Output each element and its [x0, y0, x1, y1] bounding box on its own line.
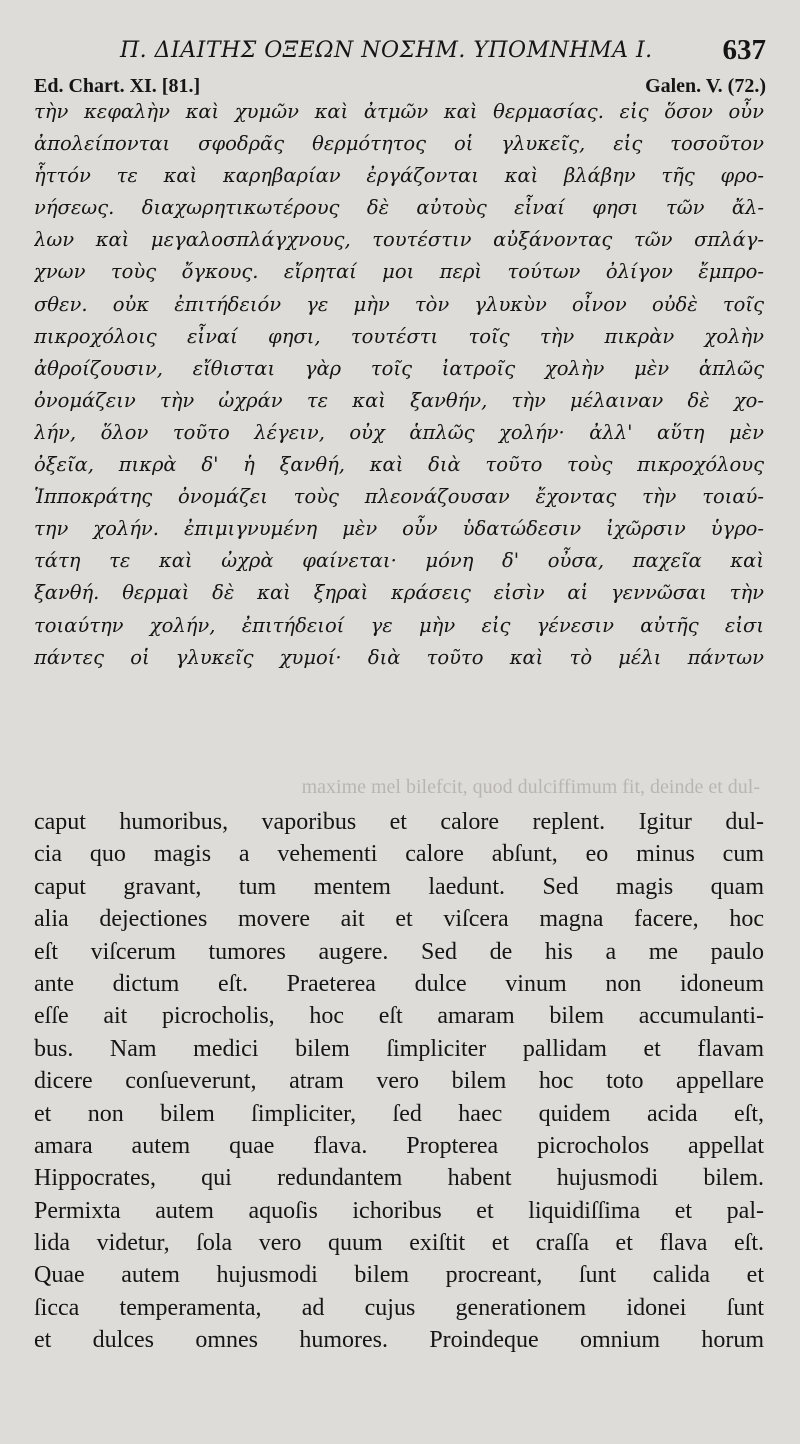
- greek-text-line: πάντες οἱ γλυκεῖς χυμοί· διὰ τοῦτο καὶ τὸ μέλι πάντων: [34, 645, 764, 669]
- greek-text-line: λήν, ὅλον τοῦτο λέγειν, οὐχ ἁπλῶς χολήν· ἀλλ' αὕτη μὲν: [34, 420, 764, 444]
- latin-text-line: Hippocrates, qui redundantem habent hujusmodi bilem.: [34, 1165, 764, 1192]
- greek-text-line: τάτη τε καὶ ὠχρὰ φαίνεται· μόνη δ' οὖσα, παχεῖα καὶ: [34, 549, 764, 573]
- greek-text-line: Ἱπποκράτης ὀνομάζει τοὺς πλεονάζουσαν ἔχοντας τὴν τοιαύ-: [34, 485, 764, 509]
- greek-text-line: ὀξεῖα, πικρὰ δ' ἡ ξανθή, καὶ διὰ τοῦτο τοὺς πικροχόλους: [34, 453, 764, 477]
- page-number: 637: [722, 34, 766, 66]
- greek-text-line: ἀθροίζουσιν, εἴθισται γὰρ τοῖς ἰατροῖς χολὴν μὲν ἁπλῶς: [34, 356, 764, 380]
- greek-text-line: ἀπολείπονται σφοδρᾶς θερμότητος οἱ γλυκεῖς, εἰς τοσοῦτον: [34, 132, 764, 156]
- edition-chartier-reference: Ed. Chart. XI. [81.]: [34, 75, 201, 97]
- latin-text-line: caput gravant, tum mentem laedunt. Sed magis quam: [34, 873, 764, 900]
- greek-text-line: χνων τοὺς ὄγκους. εἴρηταί μοι περὶ τούτων ὀλίγον ἔμπρο-: [34, 260, 764, 284]
- running-head: [60, 30, 772, 70]
- latin-text-block: [34, 806, 764, 1357]
- greek-text-line: τὴν κεφαλὴν καὶ χυμῶν καὶ ἀτμῶν καὶ θερμασίας. εἰς ὅσον οὖν: [34, 100, 764, 123]
- latin-text-line: dicere conſueverunt, atram vero bilem hoc toto appellare: [34, 1068, 764, 1095]
- latin-text-line: eſſe ait picrocholis, hoc eſt amaram bilem accumulanti-: [34, 1003, 764, 1030]
- edition-galen-reference: Galen. V. (72.): [645, 75, 766, 97]
- greek-text-line: πικροχόλοις εἶναί φησι, τουτέστι τοῖς τὴν πικρὰν χολὴν: [34, 324, 764, 348]
- running-title: Π. ΔΙΑΙΤΗΣ ΟΞΕΩΝ ΝΟΣΗΜ. ΥΠΟΜΝΗΜΑ Ι.: [120, 38, 653, 63]
- latin-text-line: Permixta autem aquoſis ichoribus et liquidiſſima et pal-: [34, 1197, 764, 1224]
- greek-text-line: την χολήν. ἐπιμιγνυμένη μὲν οὖν ὑδατώδεσιν ἰχῶρσιν ὑγρο-: [34, 517, 764, 541]
- latin-text-line: ante dictum eſt. Praeterea dulce vinum non idoneum: [34, 970, 764, 997]
- latin-text-line: lida videtur, ſola vero quum exiſtit et craſſa et flava eſt.: [34, 1230, 764, 1257]
- latin-text-line: cia quo magis a vehementi calore abſunt, eo minus cum: [34, 841, 764, 868]
- greek-text-line: ἧττόν τε καὶ καρηβαρίαν ἐργάζονται καὶ βλάβην τῆς φρο-: [34, 164, 764, 188]
- latin-text-line: alia dejectiones movere ait et viſcera magna facere, hoc: [34, 906, 764, 933]
- latin-text-line: eſt viſcerum tumores augere. Sed de his a me paulo: [34, 938, 764, 965]
- greek-text-line: τοιαύτην χολήν, ἐπιτήδειοί γε μὴν εἰς γένεσιν αὐτῆς εἰσι: [34, 613, 764, 637]
- greek-text-block: [34, 96, 764, 674]
- greek-text-line: ξανθή. θερμαὶ δὲ καὶ ξηραὶ κράσεις εἰσὶν αἱ γεννῶσαι τὴν: [34, 581, 764, 605]
- greek-text-line: λων καὶ μεγαλοσπλάγχνους, τουτέστιν αὐξάνοντας τῶν σπλάγ-: [34, 228, 764, 252]
- greek-text-line: σθεν. οὐκ ἐπιτήδειόν γε μὴν τὸν γλυκὺν οἶνον οὐδὲ τοῖς: [34, 292, 764, 316]
- greek-text-line: νήσεως. διαχωρητικωτέρους δὲ αὐτοὺς εἶναί φησι τῶν ἄλ-: [34, 196, 764, 220]
- latin-text-line: bus. Nam medici bilem ſimpliciter pallidam et flavam: [34, 1035, 764, 1062]
- latin-text-line: et non bilem ſimpliciter, ſed haec quidem acida eſt,: [34, 1100, 764, 1127]
- latin-text-line: ſicca temperamenta, ad cujus generationem idonei ſunt: [34, 1294, 764, 1321]
- latin-text-line: amara autem quae flava. Propterea picrocholos appellat: [34, 1132, 764, 1159]
- greek-text-line: ὀνομάζειν τὴν ὠχράν τε καὶ ξανθήν, τὴν μέλαιναν δὲ χο-: [34, 388, 764, 412]
- bleed-through-text: maxime mel bilefcit, quod dulciffimum fit, deinde et dul-: [301, 776, 760, 798]
- latin-text-line: caput humoribus, vaporibus et calore replent. Igitur dul-: [34, 809, 764, 835]
- latin-text-line: Quae autem hujusmodi bilem procreant, ſunt calida et: [34, 1262, 764, 1289]
- latin-text-line: et dulces omnes humores. Proindeque omnium horum: [34, 1327, 764, 1354]
